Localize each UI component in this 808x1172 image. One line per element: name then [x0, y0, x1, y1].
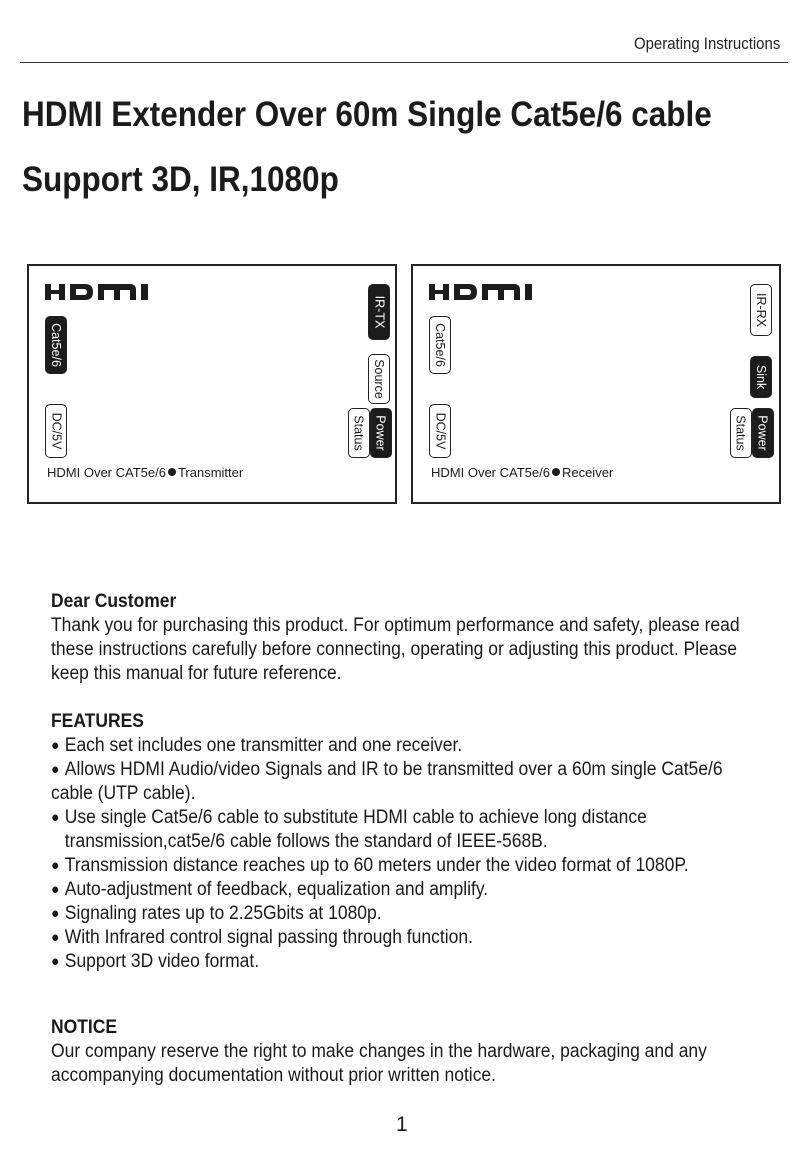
hdmi-logo	[429, 282, 539, 302]
feature-item: ● Support 3D video format.	[51, 950, 769, 974]
running-header: Operating Instructions	[633, 34, 780, 53]
customer-body-line: keep this manual for future reference.	[51, 663, 342, 684]
customer-section	[51, 590, 771, 686]
features-section	[51, 710, 771, 974]
bullet-dot	[552, 468, 560, 476]
page-number: 1	[396, 1113, 408, 1136]
feature-item: ● Auto-adjustment of feedback, equalization and amplify.	[51, 878, 769, 902]
customer-body-line: Thank you for purchasing this product. For optimum performance and safety, please read	[51, 615, 740, 636]
dc-5v-port-label: DC/5V	[429, 404, 451, 458]
notice-heading: NOTICE	[51, 1017, 118, 1038]
feature-item: ● With Infrared control signal passing through function.	[51, 926, 769, 950]
notice-body-line: accompanying documentation without prior written notice.	[51, 1065, 497, 1086]
receiver-panel-diagram	[411, 264, 781, 504]
receiver-caption: HDMI Over CAT5e/6 Receiver	[431, 465, 614, 480]
customer-body-line: these instructions carefully before connecting, operating or adjusting this product. Please	[51, 639, 738, 660]
ir-rx-port-label: IR-RX	[750, 284, 772, 336]
page-title-line-1: HDMI Extender Over 60m Single Cat5e/6 cable	[22, 95, 712, 134]
customer-heading: Dear Customer	[51, 591, 177, 612]
feature-item: ● Use single Cat5e/6 cable to substitute HDMI cable to achieve long distance transmission,cat5e/6 cable follows the standard of IEEE-568B.	[51, 806, 769, 854]
sink-indicator-label: Sink	[750, 356, 772, 398]
cat5e-port-label: Cat5e/6	[429, 316, 451, 374]
status-power-indicator	[348, 408, 392, 458]
source-indicator-label: Source	[368, 354, 390, 404]
feature-item: ● Signaling rates up to 2.25Gbits at 1080p.	[51, 902, 769, 926]
feature-item: ● Transmission distance reaches up to 60 meters under the video format of 1080P.	[51, 854, 769, 878]
header-divider	[20, 62, 788, 63]
status-power-indicator	[730, 408, 774, 458]
notice-section	[51, 1016, 771, 1088]
feature-item: ● Allows HDMI Audio/video Signals and IR to be transmitted over a 60m single Cat5e/6 cable (UTP cable).	[51, 758, 769, 806]
notice-body-line: Our company reserve the right to make changes in the hardware, packaging and any	[51, 1041, 707, 1062]
page-title-line-2: Support 3D, IR,1080p	[22, 160, 339, 199]
transmitter-caption: HDMI Over CAT5e/6 Transmitter	[47, 465, 244, 480]
status-label: Status	[348, 408, 370, 458]
bullet-dot	[168, 468, 176, 476]
features-heading: FEATURES	[51, 711, 144, 732]
transmitter-panel-diagram	[27, 264, 397, 504]
power-label: Power	[370, 408, 392, 458]
power-label: Power	[752, 408, 774, 458]
ir-tx-port-label: IR-TX	[368, 284, 390, 340]
hdmi-logo	[45, 282, 155, 302]
cat5e-port-label: Cat5e/6	[45, 316, 67, 374]
status-label: Status	[730, 408, 752, 458]
feature-item: ● Each set includes one transmitter and one receiver.	[51, 734, 769, 758]
dc-5v-port-label: DC/5V	[45, 404, 67, 458]
